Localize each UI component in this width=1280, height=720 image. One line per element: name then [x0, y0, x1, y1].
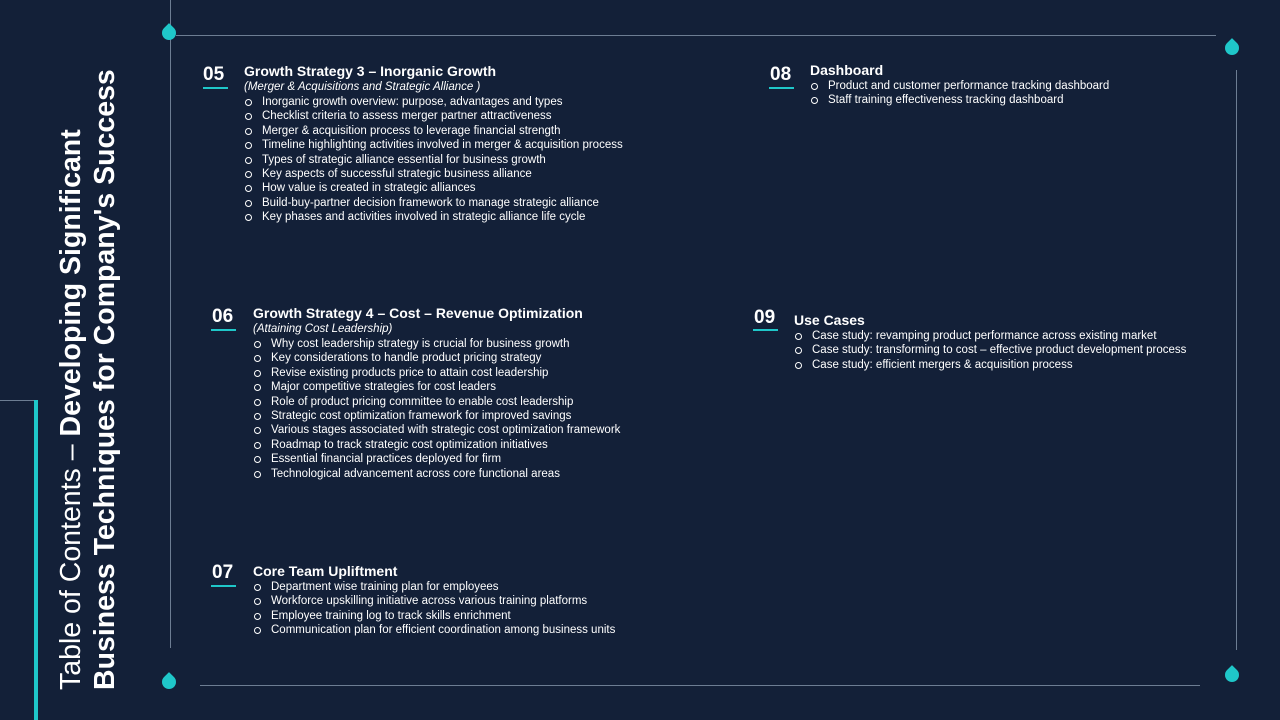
page-title: [54, 50, 122, 690]
section-item-list: [794, 329, 1186, 372]
list-item: Strategic cost optimization framework for improved savings: [253, 409, 620, 423]
list-item: Case study: transforming to cost – effective product development process: [794, 343, 1186, 357]
list-item: Employee training log to track skills enrichment: [253, 609, 615, 623]
list-item: Merger & acquisition process to leverage financial strength: [244, 124, 623, 138]
list-item: Key considerations to handle product pricing strategy: [253, 351, 620, 365]
list-item: Types of strategic alliance essential for business growth: [244, 153, 623, 167]
frame-left-line: [170, 0, 171, 648]
section-growth-strategy-4: [253, 305, 620, 481]
section-title: Growth Strategy 4 – Cost – Revenue Optimization: [253, 305, 583, 321]
list-item: Key phases and activities involved in strategic alliance life cycle: [244, 210, 623, 224]
section-item-list: [244, 95, 623, 225]
section-growth-strategy-3: [244, 63, 623, 225]
section-item-list: [810, 79, 1109, 108]
decor-drop-bottom-left: [159, 672, 179, 692]
side-accent-bar: [34, 400, 38, 720]
section-number-08: 08: [770, 64, 792, 85]
section-subtitle: (Merger & Acquisitions and Strategic Alliance ): [244, 81, 481, 93]
page-title-bold: Developing Significant Business Techniques for Company's Success: [55, 69, 121, 690]
list-item: Build-buy-partner decision framework to manage strategic alliance: [244, 196, 623, 210]
list-item: Case study: efficient mergers & acquisition process: [794, 358, 1186, 372]
section-dashboard: [810, 62, 1109, 108]
section-item-list: [253, 337, 620, 481]
frame-right-line: [1236, 70, 1237, 650]
frame-top-line: [176, 35, 1216, 36]
list-item: Communication plan for efficient coordination among business units: [253, 623, 615, 637]
section-number-underline: [753, 329, 778, 331]
list-item: Timeline highlighting activities involved in merger & acquisition process: [244, 138, 623, 152]
list-item: Revise existing products price to attain cost leadership: [253, 366, 620, 380]
section-number-07: 07: [212, 562, 234, 583]
decor-drop-top-left: [159, 23, 179, 43]
section-number-underline: [203, 87, 228, 89]
section-use-cases: [794, 312, 1186, 372]
list-item: Workforce upskilling initiative across various training platforms: [253, 594, 615, 608]
section-number-05: 05: [203, 64, 225, 85]
list-item: Technological advancement across core functional areas: [253, 467, 620, 481]
list-item: Staff training effectiveness tracking dashboard: [810, 93, 1109, 107]
list-item: Role of product pricing committee to enable cost leadership: [253, 395, 620, 409]
decor-drop-bottom-right: [1222, 665, 1242, 685]
list-item: Product and customer performance tracking dashboard: [810, 79, 1109, 93]
section-number-09: 09: [754, 307, 776, 328]
list-item: Key aspects of successful strategic business alliance: [244, 167, 623, 181]
list-item: How value is created in strategic alliances: [244, 181, 623, 195]
side-bracket-top: [0, 400, 36, 401]
section-number-underline: [211, 585, 236, 587]
list-item: Roadmap to track strategic cost optimization initiatives: [253, 438, 620, 452]
frame-bottom-line: [200, 685, 1200, 686]
section-core-team-upliftment: [253, 563, 615, 638]
list-item: Case study: revamping product performance across existing market: [794, 329, 1186, 343]
section-title: Growth Strategy 3 – Inorganic Growth: [244, 63, 497, 79]
section-title: Use Cases: [794, 312, 865, 328]
list-item: Department wise training plan for employees: [253, 580, 615, 594]
list-item: Various stages associated with strategic cost optimization framework: [253, 423, 620, 437]
list-item: Why cost leadership strategy is crucial for business growth: [253, 337, 620, 351]
list-item: Checklist criteria to assess merger partner attractiveness: [244, 109, 623, 123]
list-item: Essential financial practices deployed for firm: [253, 452, 620, 466]
list-item: Major competitive strategies for cost leaders: [253, 380, 620, 394]
list-item: Inorganic growth overview: purpose, advantages and types: [244, 95, 623, 109]
section-title: Dashboard: [810, 62, 884, 78]
section-number-underline: [769, 87, 794, 89]
decor-drop-top-right: [1222, 38, 1242, 58]
section-item-list: [253, 580, 615, 638]
page-title-light: Table of Contents –: [55, 436, 87, 690]
section-subtitle: (Attaining Cost Leadership): [253, 323, 393, 335]
section-number-underline: [211, 329, 236, 331]
section-number-06: 06: [212, 306, 234, 327]
section-title: Core Team Upliftment: [253, 563, 398, 579]
